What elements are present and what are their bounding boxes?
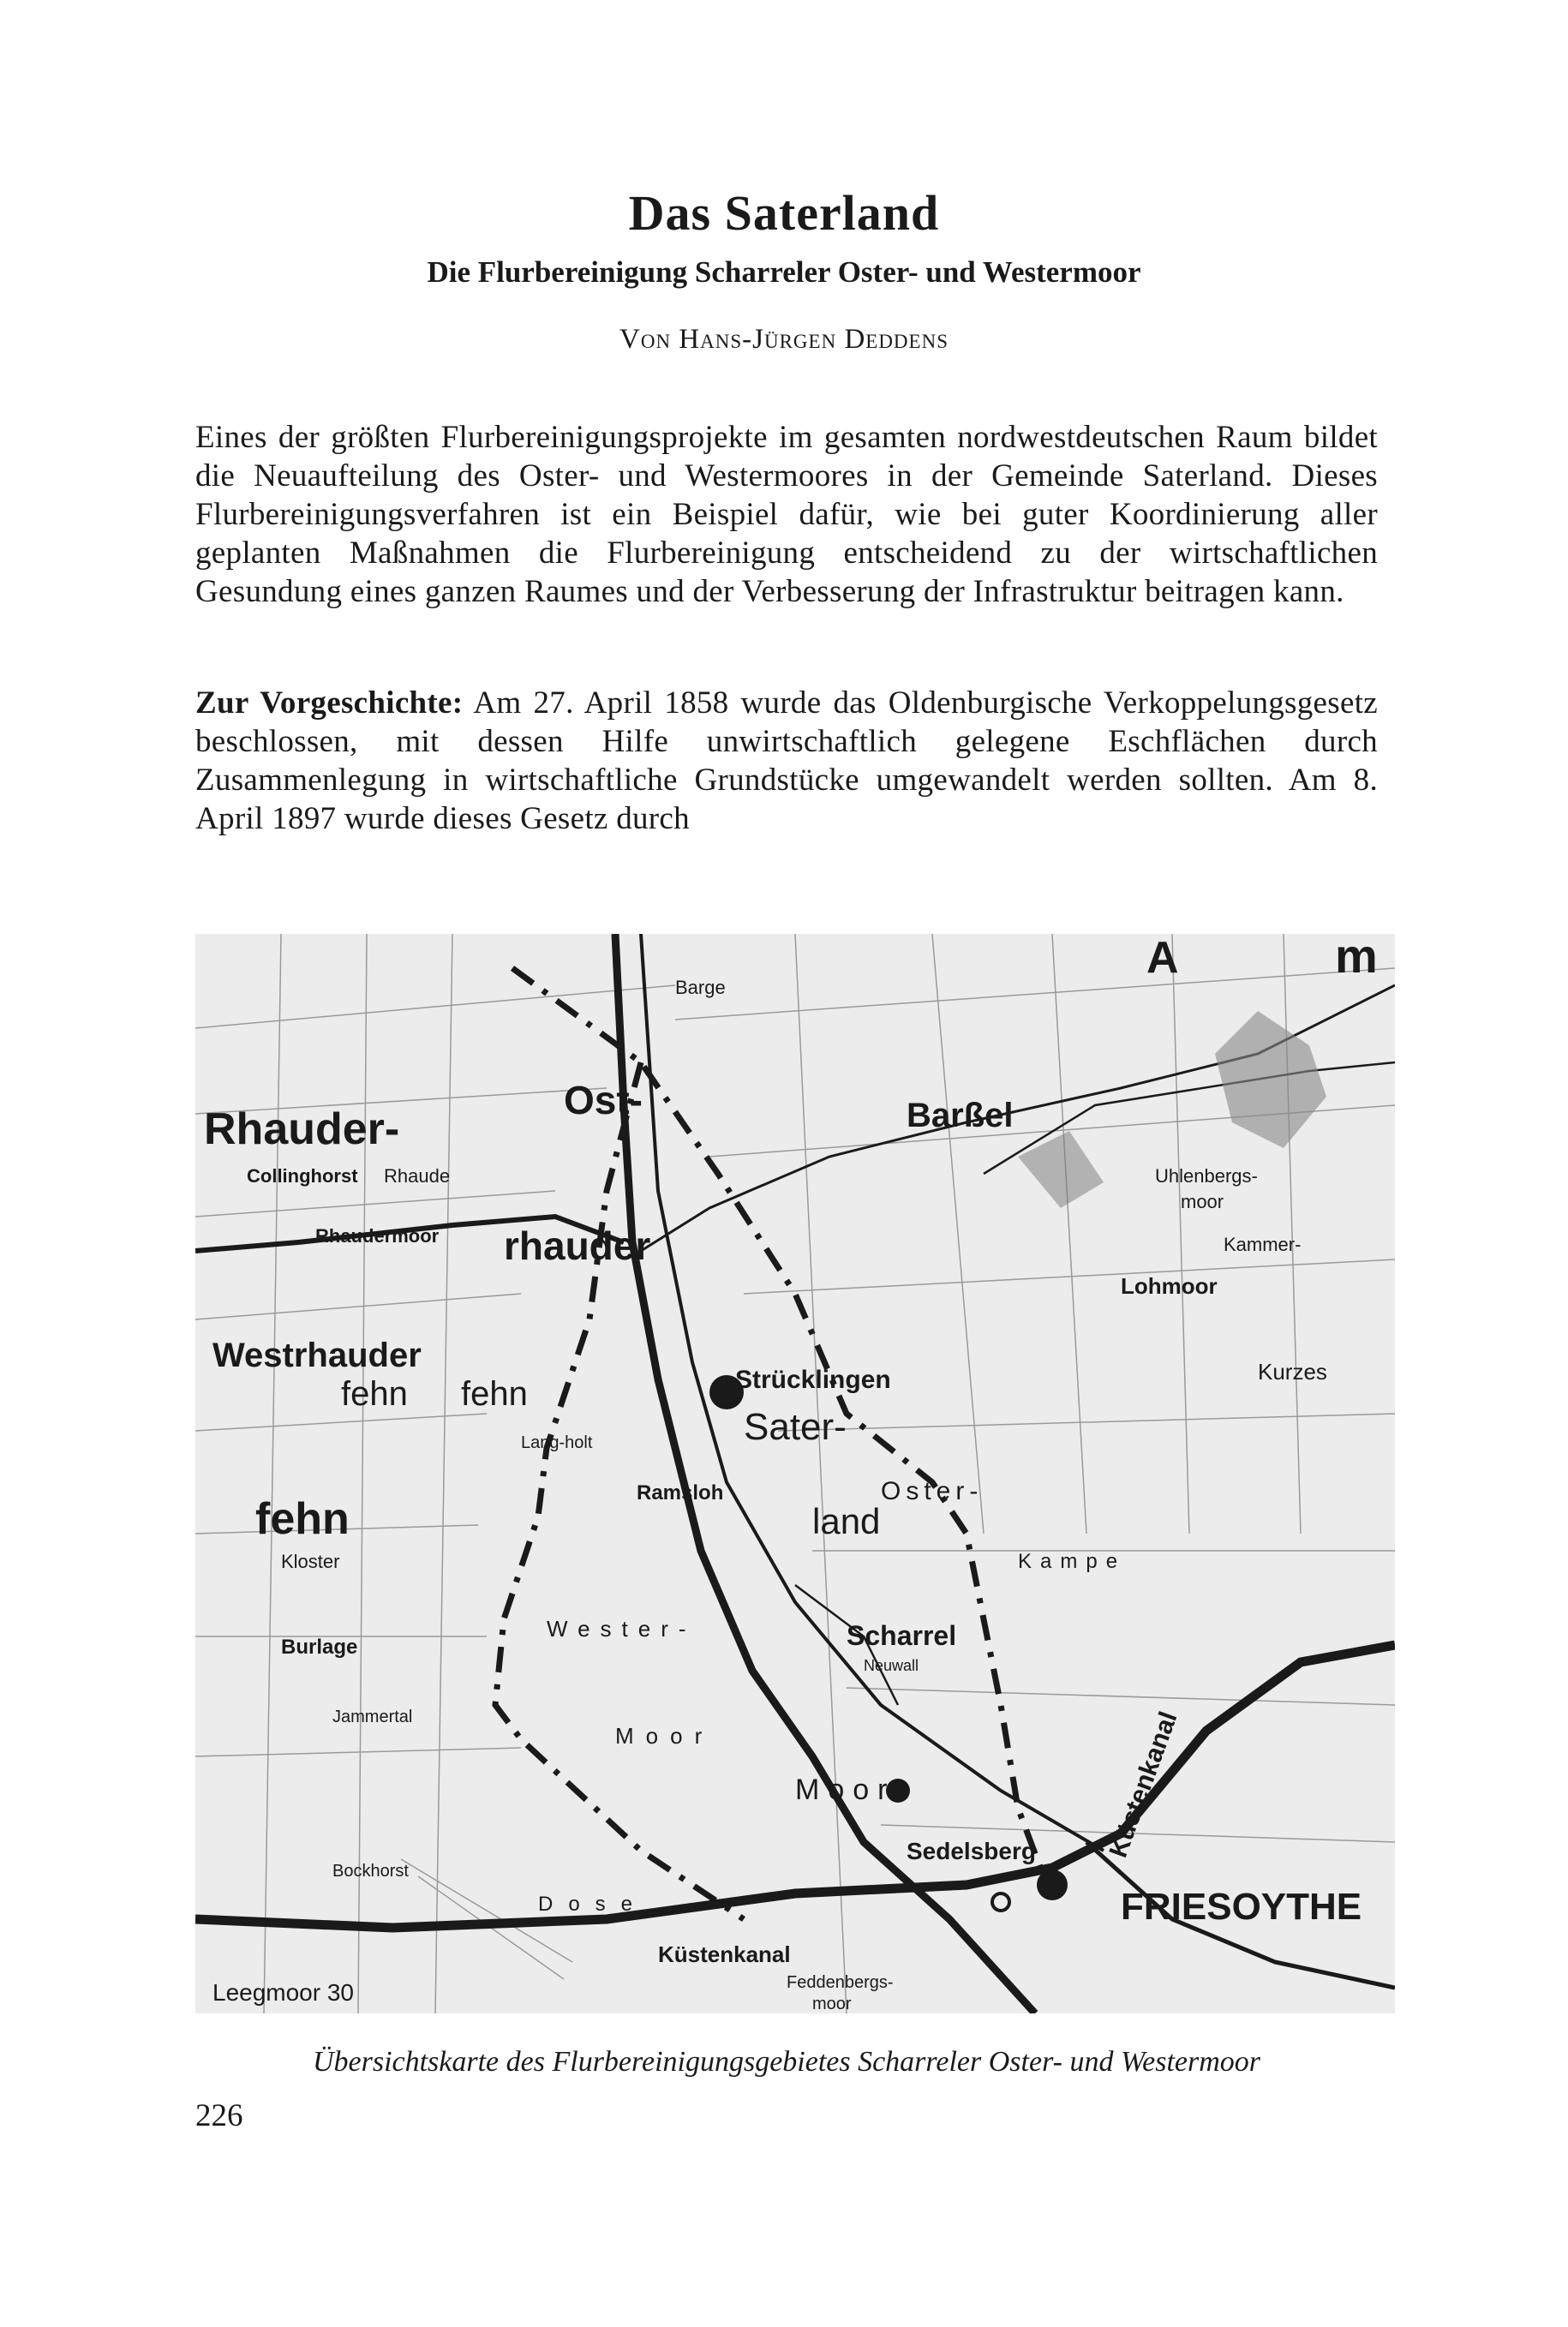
article-title: Das Saterland [628,185,940,241]
map-label-rhaude: Rhaude [384,1165,451,1187]
map-label-ramsloh: Ramsloh [637,1481,724,1504]
article-author: Von Hans-Jürgen Deddens [619,324,949,355]
map-label-sedelsberg: Sedelsberg [907,1838,1036,1864]
map-label-rhauder: Rhauder- [204,1104,400,1154]
map-label-strucklingen: Strücklingen [735,1366,891,1394]
map-label-jammertal: Jammertal [332,1708,413,1726]
map-label-moor-east: Moor [795,1774,896,1806]
paragraph-intro: Eines der größten Flurbereinigungsprojekte im gesamten nordwestdeutschen Raum bildet die Neuaufteilung des Oster- und Westermoores in der Gemeinde Saterland. Dieses Flurbereinigungsverfahren ist ein Beispiel dafür, wie bei guter Koordinierung aller geplanten Maßnahmen die Flurbereinigung entscheidend zu der wirtschaftlichen Gesundung eines ganzen Raumes und der Verbesserung der Infrastruktur beitragen kann. [195,420,1378,609]
map-label-feddenbergs: Feddenbergs- [787,1973,894,1992]
map-label-fehn-left: fehn [341,1375,408,1413]
map-label-moor-west: Moor [615,1723,715,1749]
map-graphic [195,934,1395,2013]
paragraph-history-text: Am 27. April 1858 wurde das Oldenburgische Verkoppelungsgesetz beschlossen, mit dessen Hilfe unwirtschaftlich gelegene Eschflächen durch Zusammenlegung in wirtschaftliche Grundstücke umgewandelt werden sollten. Am 8. April 1897 wurde dieses Gesetz durch [195,685,1379,836]
map-label-m: m [1335,934,1378,983]
map-label-leegmoor: Leegmoor 30 [212,1979,355,2006]
map-label-lohmoor: Lohmoor [1121,1273,1218,1299]
map-label-uhlenbergs-moor: moor [1181,1191,1224,1212]
map-label-kustenkanal-h: Küstenkanal [658,1941,791,1967]
map-label-neuwall: Neuwall [864,1657,919,1674]
map-label-rhaudermoor: Rhaudermoor [315,1225,440,1247]
map-label-fehn-mid: fehn [461,1375,528,1413]
article-subtitle: Die Flurbereinigung Scharreler Oster- und Westermoor [427,255,1141,289]
page-number: 226 [195,2098,243,2133]
map-label-bockhorst: Bockhorst [332,1862,409,1881]
map-label-westrhauder: Westrhauder [212,1337,422,1374]
map-label-friesoythe: FRIESOYTHE [1121,1886,1362,1928]
map-label-langholt: Lang-holt [521,1433,593,1452]
map-label-sater: Sater- [744,1406,847,1448]
map-label-oster: Oster- [881,1477,984,1505]
map-label-feddenbergs-moor: moor [812,1995,852,2013]
paragraph-lead: Zur Vorgeschichte: [195,685,464,721]
paragraph-history [195,684,1378,838]
map-label-a: A [1146,934,1179,983]
map-label-uhlenbergs: Uhlenbergs- [1155,1165,1258,1187]
map-label-barge: Barge [675,977,726,998]
map-label-barssel: Barßel [907,1097,1014,1134]
map-label-burlage: Burlage [281,1636,358,1659]
map-label-kampe: Kampe [1018,1550,1127,1573]
overview-map [195,934,1395,2013]
map-label-scharrel: Scharrel [847,1620,957,1651]
map-label-land: land [812,1501,881,1541]
map-label-wester: Wester- [547,1616,697,1642]
map-label-rhauderfehn: rhauder [504,1223,651,1268]
map-label-dose: Dose [538,1893,649,1916]
map-label-ost: Ost- [564,1078,643,1122]
map-label-collinghorst: Collinghorst [247,1165,358,1187]
map-label-kloster: Kloster [281,1551,340,1572]
map-label-kammer: Kammer- [1224,1234,1302,1255]
figure-caption: Übersichtskarte des Flurbereinigungsgebietes Scharreler Oster- und Westermoor [312,2046,1261,2078]
map-label-kustenkanal-v: Küstenkanal [1104,1708,1183,1862]
map-label-kurzes: Kurzes [1258,1359,1327,1385]
map-label-fehn-bottom: fehn [255,1494,350,1544]
